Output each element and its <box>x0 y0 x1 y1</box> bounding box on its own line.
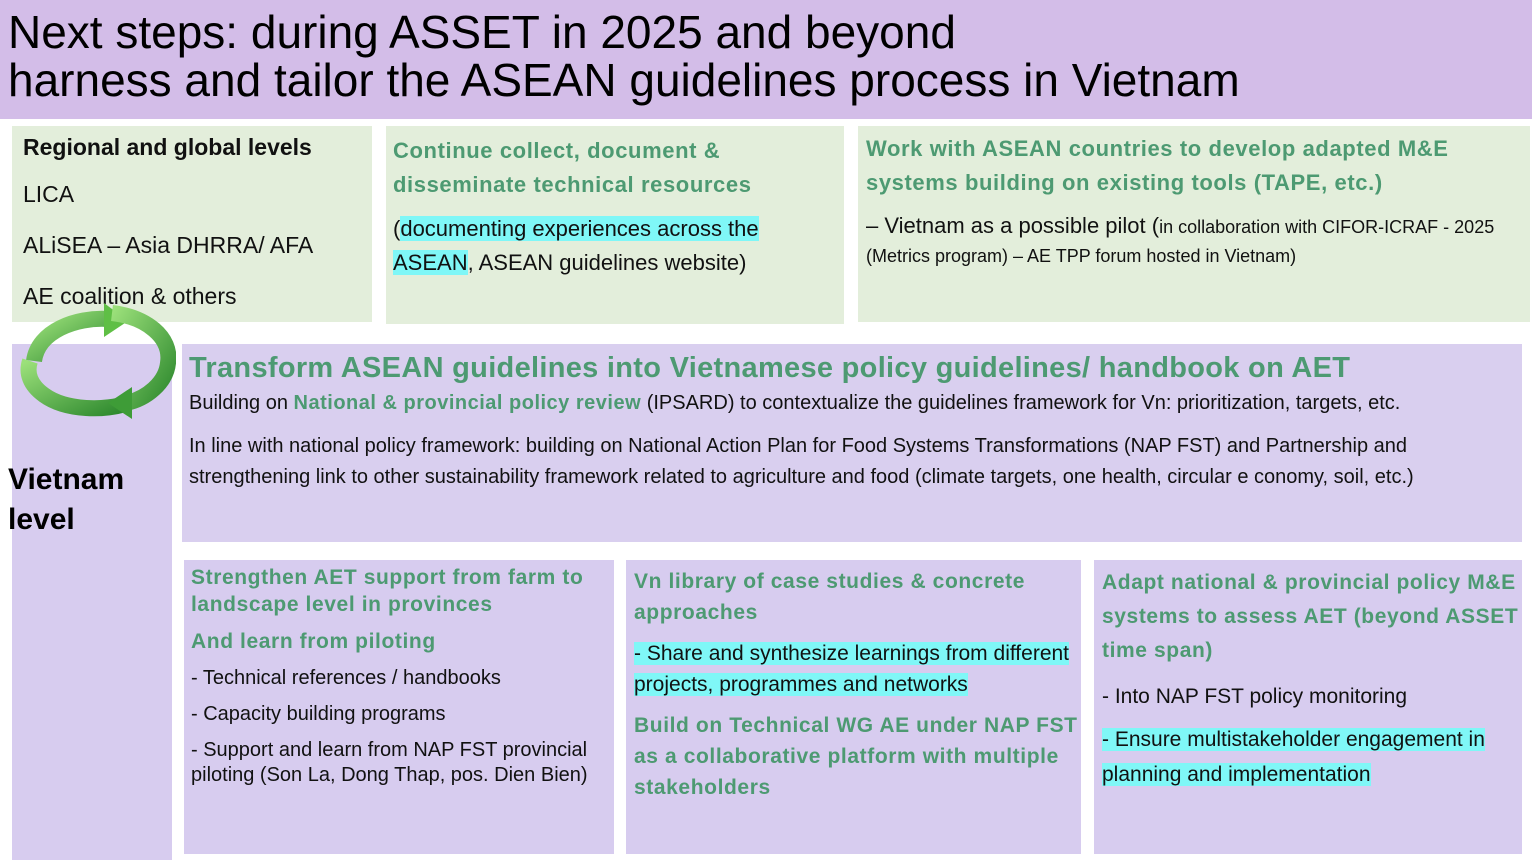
strengthen-support-box <box>184 560 614 854</box>
library-item: - Share and synthesize learnings from different projects, programmes and networks <box>634 642 1070 696</box>
strengthen-heading: Strengthen AET support from farm to landscape level in provinces <box>191 566 584 616</box>
transform-paragraph-2: In line with national policy framework: building on National Action Plan for Food Systems Transformations (NAP FST) and Partnership and strengthening link to other sustainability framework related to agriculture and food (climate targets, one health, circular e conomy, soil, etc.) <box>189 435 1414 488</box>
work-asean-box <box>858 126 1530 322</box>
library-heading-2: Build on Technical WG AE under NAP FST as a collaborative platform with multiple stakeholders <box>634 714 1078 799</box>
title-line-2: harness and tailor the ASEAN guidelines process in Vietnam <box>8 54 1240 106</box>
title-bar <box>0 0 1532 122</box>
adapt-item-engagement: - Ensure multistakeholder engagement in planning and implementation <box>1102 728 1485 786</box>
adapt-item-monitoring: - Into NAP FST policy monitoring <box>1102 685 1408 708</box>
regional-heading: Regional and global levels <box>23 134 312 160</box>
collect-highlight: documenting experiences across the ASEAN <box>393 216 759 275</box>
regional-item-ae-coalition: AE coalition & others <box>23 283 237 309</box>
collect-body: (documenting experiences across the ASEAN, ASEAN guidelines website) <box>393 216 759 275</box>
regional-global-box <box>12 126 372 322</box>
strengthen-item-capacity: - Capacity building programs <box>191 703 446 725</box>
transform-heading: Transform ASEAN guidelines into Vietnamese policy guidelines/ handbook on AET <box>189 352 1351 384</box>
vietnam-level-label: Vietnam level <box>8 463 125 536</box>
library-heading: Vn library of case studies & concrete approaches <box>634 570 1026 624</box>
work-body: – Vietnam as a possible pilot (in collaboration with CIFOR-ICRAF - 2025 (Metrics program) – AE TPP forum hosted in Vietnam) <box>866 213 1495 266</box>
collect-resources-box <box>386 126 844 324</box>
strengthen-item-piloting: - Support and learn from NAP FST provincial piloting (Son La, Dong Thap, pos. Dien Bien) <box>191 739 588 786</box>
strengthen-subheading: And learn from piloting <box>191 630 436 653</box>
regional-item-lica: LICA <box>23 181 75 207</box>
transform-guidelines-box <box>182 344 1522 542</box>
title-line-1: Next steps: during ASSET in 2025 and beyond <box>8 6 956 58</box>
regional-item-alisea: ALiSEA – Asia DHRRA/ AFA <box>23 232 314 258</box>
vietnam-level-column <box>12 344 172 860</box>
adapt-me-systems-box <box>1094 560 1522 854</box>
transform-paragraph-1: Building on National & provincial policy review (IPSARD) to contextualize the guidelines framework for Vn: prioritization, targets, etc. <box>189 392 1401 414</box>
collect-heading: Continue collect, document & disseminate technical resources <box>393 138 752 197</box>
adapt-heading: Adapt national & provincial policy M&E systems to assess AET (beyond ASSET time span) <box>1102 571 1519 662</box>
library-case-studies-box <box>626 560 1081 854</box>
strengthen-item-references: - Technical references / handbooks <box>191 667 501 689</box>
work-heading: Work with ASEAN countries to develop adapted M&E systems building on existing tools (TAPE, etc.) <box>866 136 1449 195</box>
cycle-arrows-icon <box>16 303 176 421</box>
